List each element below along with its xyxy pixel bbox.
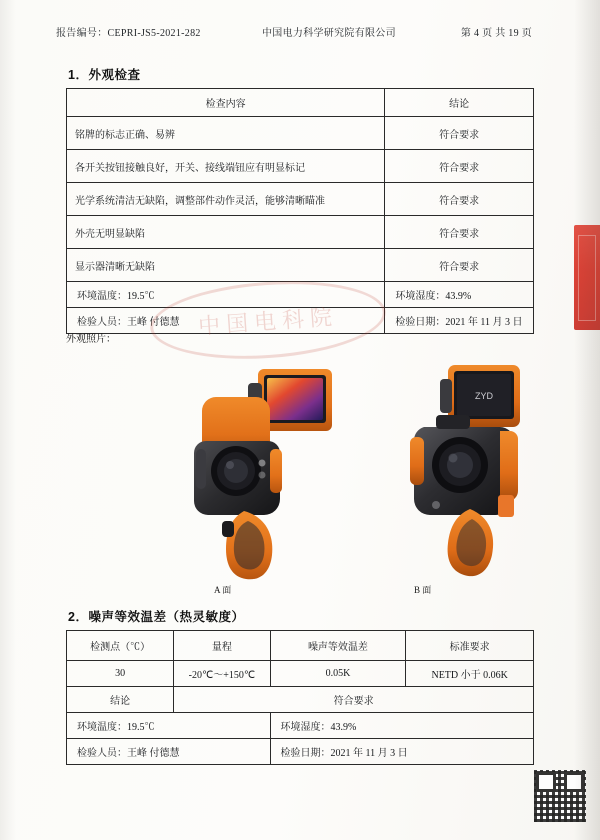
check-item: 铭牌的标志正确、易辨 xyxy=(67,117,385,150)
red-seal-edge xyxy=(574,225,600,330)
table-row xyxy=(67,216,534,249)
scan-edge-shadow-left xyxy=(0,0,16,840)
inspector-row xyxy=(67,308,534,334)
inspection-date: 检验日期：2021 年 11 月 3 日 xyxy=(385,308,534,334)
conclusion-value: 符合要求 xyxy=(385,216,534,249)
inspector-name: 检验人员：王峰 付德慧 xyxy=(67,739,271,765)
conclusion-label: 结论 xyxy=(67,687,174,713)
table-row xyxy=(67,117,534,150)
environment-humidity: 环境湿度：43.9% xyxy=(270,713,533,739)
test-point-value: 30 xyxy=(67,661,174,687)
report-number: 报告编号：CEPRI-JS5-2021-282 xyxy=(56,28,201,39)
qr-code xyxy=(534,770,586,822)
standard-value: NETD 小于 0.06K xyxy=(406,661,534,687)
conclusion-value: 符合要求 xyxy=(385,150,534,183)
column-header-range: 量程 xyxy=(174,631,270,661)
environment-temperature: 环境温度：19.5℃ xyxy=(67,713,271,739)
check-item: 各开关按钮接触良好，开关、接线端钮应有明显标记 xyxy=(67,150,385,183)
page-number: 第 4 页 共 19 页 xyxy=(460,28,532,39)
device-brand-text: ZYD xyxy=(475,391,493,401)
check-item: 外壳无明显缺陷 xyxy=(67,216,385,249)
photo-caption-a: A 面 xyxy=(214,585,232,595)
photo-area xyxy=(66,345,536,600)
appearance-inspection-table xyxy=(66,88,534,334)
device-photo-b xyxy=(396,345,586,580)
table-header-row xyxy=(67,631,534,661)
device-photo-a xyxy=(186,345,376,580)
column-header-check-item: 检查内容 xyxy=(67,89,385,117)
conclusion-value: 符合要求 xyxy=(174,687,534,713)
range-value: -20℃～+150℃ xyxy=(174,661,270,687)
watermark-seal: 中国电科院 xyxy=(148,274,389,366)
section-2-title: 2．噪声等效温差（热灵敏度） xyxy=(68,610,245,624)
conclusion-value: 符合要求 xyxy=(385,249,534,282)
environment-row xyxy=(67,282,534,308)
column-header-test-point: 检测点（℃） xyxy=(67,631,174,661)
check-item: 显示器清晰无缺陷 xyxy=(67,249,385,282)
table-row xyxy=(67,661,534,687)
section-1-title: 1．外观检查 xyxy=(68,68,141,82)
check-item: 光学系统清洁无缺陷，调整部件动作灵活，能够清晰瞄准 xyxy=(67,183,385,216)
table-row xyxy=(67,249,534,282)
inspector-row xyxy=(67,739,534,765)
inspection-date: 检验日期：2021 年 11 月 3 日 xyxy=(270,739,533,765)
netd-measurement-table xyxy=(66,630,534,765)
environment-row xyxy=(67,713,534,739)
column-header-standard: 标准要求 xyxy=(406,631,534,661)
column-header-conclusion: 结论 xyxy=(385,89,534,117)
inspector-name: 检验人员：王峰 付德慧 xyxy=(67,308,385,334)
column-header-netd: 噪声等效温差 xyxy=(270,631,406,661)
organization-name: 中国电力科学研究院有限公司 xyxy=(262,28,396,39)
netd-value: 0.05K xyxy=(270,661,406,687)
photo-caption-b: B 面 xyxy=(414,585,432,595)
conclusion-row xyxy=(67,687,534,713)
table-row xyxy=(67,183,534,216)
conclusion-value: 符合要求 xyxy=(385,183,534,216)
environment-humidity: 环境湿度：43.9% xyxy=(385,282,534,308)
photos-label: 外观照片： xyxy=(66,334,116,345)
environment-temperature: 环境温度：19.5℃ xyxy=(67,282,385,308)
conclusion-value: 符合要求 xyxy=(385,117,534,150)
table-header-row xyxy=(67,89,534,117)
table-row xyxy=(67,150,534,183)
page-header xyxy=(56,24,560,39)
